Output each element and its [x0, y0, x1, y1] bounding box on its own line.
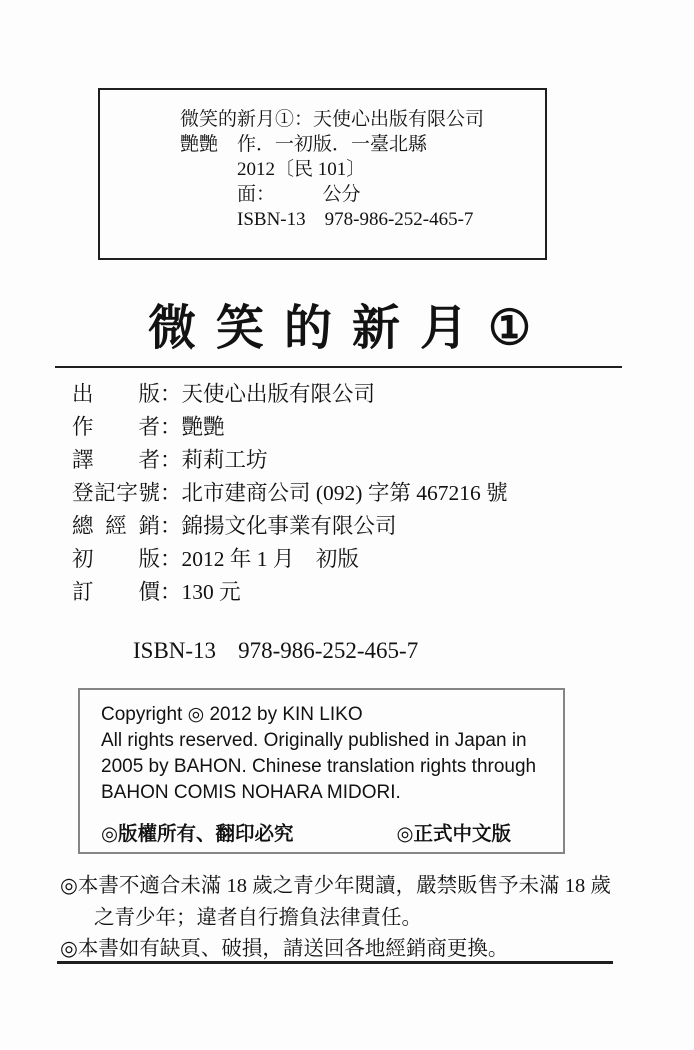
detail-label: 訂價: [72, 580, 160, 604]
detail-label: 出版: [72, 382, 160, 406]
cip-line-isbn: ISBN-13 978-986-252-465-7: [237, 209, 474, 230]
cip-line-year: 2012〔民 101〕: [237, 159, 366, 180]
detail-row-publisher: [72, 378, 508, 411]
bottom-rule: [57, 961, 613, 964]
detail-row-edition: [72, 543, 508, 576]
detail-label: 登記字號: [72, 481, 160, 505]
copyright-line: All rights reserved. Originally published in Japan in: [101, 730, 527, 751]
volume-number-badge: ①: [487, 302, 532, 355]
detail-colon: ：: [160, 514, 182, 538]
copyright-box: [78, 688, 565, 854]
detail-value: 130 元: [181, 580, 241, 604]
detail-value: 北市建商公司 (092) 字第 467216 號: [181, 481, 508, 505]
copyright-line: 2005 by BAHON. Chinese translation rights through: [101, 756, 537, 777]
detail-value: 莉莉工坊: [181, 448, 268, 472]
detail-colon: ：: [160, 382, 182, 406]
detail-label: 總經銷: [72, 514, 160, 538]
detail-label: 譯者: [72, 448, 160, 472]
detail-colon: ：: [160, 448, 182, 472]
book-title-text: 微笑的新月: [147, 302, 488, 355]
rights-badges-row: [101, 818, 511, 846]
detail-value: 艷艷: [181, 415, 225, 439]
detail-value: 錦揚文化事業有限公司: [181, 514, 397, 538]
colophon-details: [72, 378, 508, 609]
detail-value: 天使心出版有限公司: [181, 382, 376, 406]
cip-catalog-box: [98, 88, 547, 260]
detail-colon: ：: [160, 580, 182, 604]
isbn-label: ISBN-13: [133, 638, 217, 663]
copyright-line: BAHON COMIS NOHARA MIDORI.: [101, 782, 401, 803]
detail-colon: ：: [160, 481, 182, 505]
legal-notices: [60, 871, 611, 966]
detail-row-price: [72, 576, 508, 609]
notice-age-restriction-continued: 之青少年；違者自行擔負法律責任。: [94, 906, 422, 929]
isbn-line: [133, 638, 418, 664]
title-underline-rule: [55, 366, 622, 368]
cip-line-author: 艷艷 作．一初版．一臺北縣: [180, 134, 428, 155]
detail-colon: ：: [160, 547, 182, 571]
detail-label: 初版: [72, 547, 160, 571]
all-rights-reserved-badge: ◎版權所有、翻印必究: [101, 823, 294, 845]
notice-defective-copy: ◎本書如有缺頁、破損，請送回各地經銷商更換。: [60, 938, 509, 960]
detail-row-distributor: [72, 510, 508, 543]
cip-content: [180, 107, 545, 232]
detail-colon: ：: [160, 415, 182, 439]
copyright-text: [101, 702, 563, 806]
detail-row-author: [72, 411, 508, 444]
detail-row-registration: [72, 477, 508, 510]
cip-line-title: 微笑的新月①：天使心出版有限公司: [180, 109, 485, 130]
detail-value: 2012 年 1 月 初版: [181, 547, 359, 571]
notice-age-restriction: ◎本書不適合未滿 18 歲之青少年閱讀，嚴禁販售予未滿 18 歲: [60, 875, 611, 897]
official-chinese-edition-badge: ◎正式中文版: [396, 823, 511, 845]
detail-label: 作者: [72, 415, 160, 439]
book-title: [55, 303, 622, 356]
cip-line-size: 面： 公分: [237, 184, 361, 205]
isbn-value: 978-986-252-465-7: [238, 638, 419, 663]
copyright-line: Copyright ◎ 2012 by KIN LIKO: [101, 704, 363, 725]
detail-row-translator: [72, 444, 508, 477]
